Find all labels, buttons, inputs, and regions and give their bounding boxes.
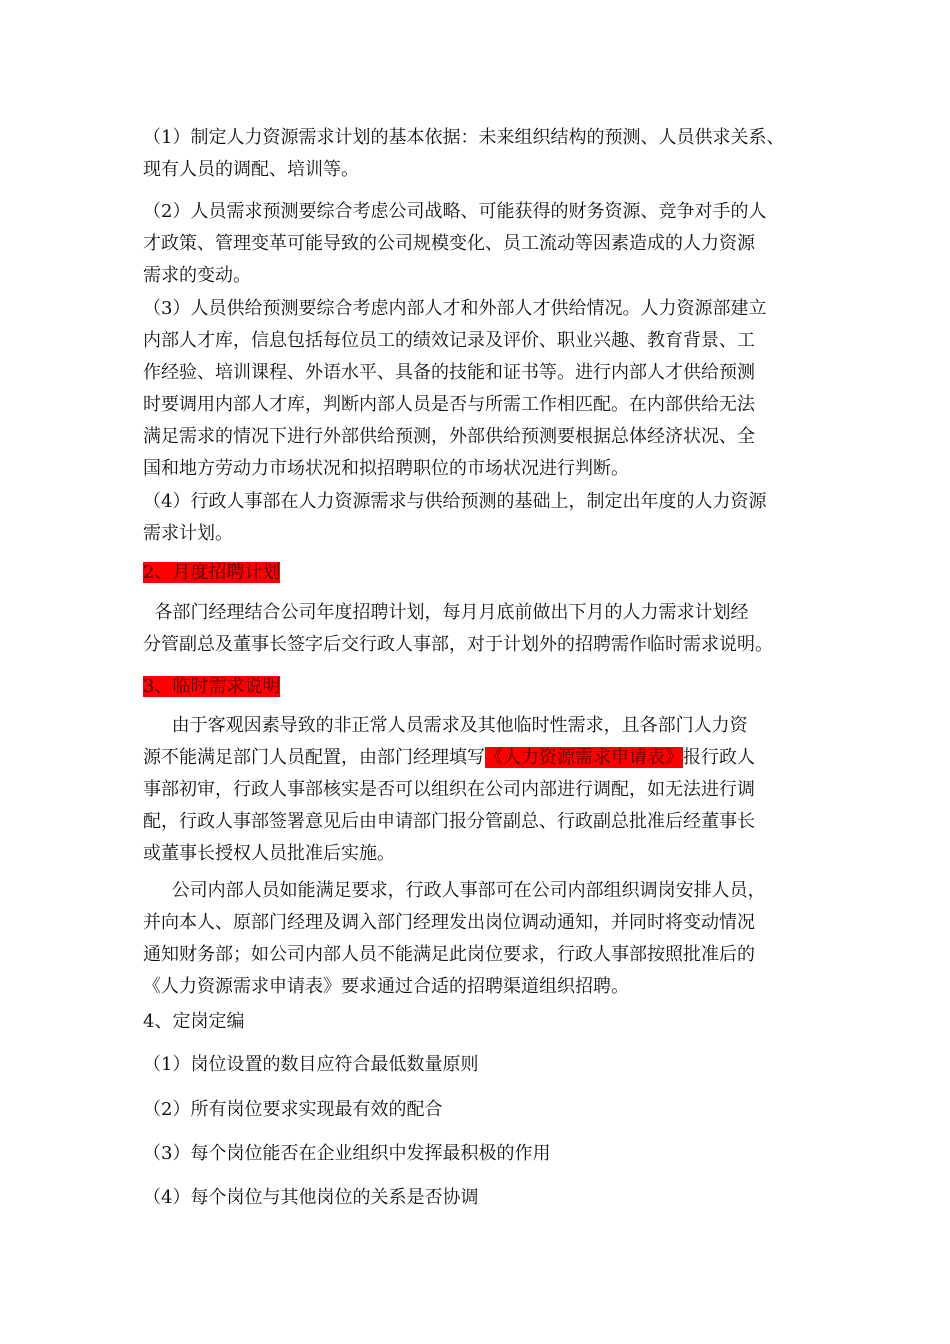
section-heading-temporary bbox=[143, 671, 833, 703]
text-line: 并向本人、原部门经理及调入部门经理发出岗位调动通知，并同时将变动情况 bbox=[143, 912, 755, 933]
text-line: 国和地方劳动力市场状况和拟招聘职位的市场状况进行判断。 bbox=[143, 458, 629, 479]
paragraph-temporary-demand bbox=[143, 710, 833, 870]
section-heading-monthly bbox=[143, 557, 833, 589]
text-line: （4）行政人事部在人力资源需求与供给预测的基础上，制定出年度的人力资源 bbox=[143, 491, 767, 512]
text-line: 由于客观因素导致的非正常人员需求及其他临时性需求，且各部门人力资 bbox=[143, 715, 748, 736]
text-line: 内部人才库，信息包括每位员工的绩效记录及评价、职业兴趣、教育背景、工 bbox=[143, 330, 755, 351]
list-item-text: （3）每个岗位能否在企业组织中发挥最积极的作用 bbox=[143, 1143, 551, 1164]
text-line: 《人力资源需求申请表》要求通过合适的招聘渠道组织招聘。 bbox=[143, 976, 629, 997]
text-line: 事部初审，行政人事部核实是否可以组织在公司内部进行调配，如无法进行调 bbox=[143, 779, 755, 800]
list-item-text: （4）每个岗位与其他岗位的关系是否协调 bbox=[143, 1187, 479, 1208]
text-line: 需求计划。 bbox=[143, 523, 233, 544]
text-line: 作经验、培训课程、外语水平、具备的技能和证书等。进行内部人才供给预测 bbox=[143, 362, 755, 383]
text-line: 才政策、管理变革可能导致的公司规模变化、员工流动等因素造成的人力资源 bbox=[143, 233, 755, 254]
text-line: 满足需求的情况下进行外部供给预测，外部供给预测要根据总体经济状况、全 bbox=[143, 426, 755, 447]
text-segment: 报行政人 bbox=[683, 747, 755, 768]
text-line: 公司内部人员如能满足要求，行政人事部可在公司内部组织调岗安排人员， bbox=[143, 880, 766, 901]
text-line: 现有人员的调配、培训等。 bbox=[143, 159, 359, 180]
section-heading-positions bbox=[143, 1006, 833, 1038]
text-line: 时要调用内部人才库，判断内部人员是否与所需工作相匹配。在内部供给无法 bbox=[143, 394, 755, 415]
paragraph-supply-forecast bbox=[143, 293, 833, 485]
list-item bbox=[143, 1138, 833, 1170]
list-item bbox=[143, 1094, 833, 1126]
heading-highlight: 2、月度招聘计划 bbox=[143, 562, 281, 583]
list-item-text: （1）岗位设置的数目应符合最低数量原则 bbox=[143, 1054, 479, 1075]
list-item bbox=[143, 1182, 833, 1214]
text-line: 配，行政人事部签署意见后由申请部门报分管副总、行政副总批准后经董事长 bbox=[143, 811, 755, 832]
list-item-text: （2）所有岗位要求实现最有效的配合 bbox=[143, 1099, 443, 1120]
heading-text: 4、定岗定编 bbox=[143, 1011, 245, 1032]
form-name-highlight: 《人力资源需求申请表》 bbox=[485, 747, 683, 768]
paragraph-annual-plan bbox=[143, 486, 833, 550]
text-segment: 源不能满足部门人员配置，由部门经理填写 bbox=[143, 747, 485, 768]
text-line: 需求的变动。 bbox=[143, 265, 251, 286]
text-line: （1）制定人力资源需求计划的基本依据：未来组织结构的预测、人员供求关系、 bbox=[143, 127, 785, 148]
text-line: （2）人员需求预测要综合考虑公司战略、可能获得的财务资源、竞争对手的人 bbox=[143, 201, 767, 222]
paragraph-basis bbox=[143, 122, 833, 186]
paragraph-demand-forecast bbox=[143, 196, 833, 292]
paragraph-monthly-plan bbox=[143, 597, 833, 661]
paragraph-internal-transfer bbox=[143, 875, 833, 1003]
heading-highlight: 3、临时需求说明 bbox=[143, 676, 281, 697]
text-line: 通知财务部；如公司内部人员不能满足此岗位要求，行政人事部按照批准后的 bbox=[143, 944, 755, 965]
text-line: 分管副总及董事长签字后交行政人事部，对于计划外的招聘需作临时需求说明。 bbox=[143, 634, 773, 655]
list-item bbox=[143, 1049, 833, 1081]
text-line bbox=[143, 742, 833, 774]
text-line: 或董事长授权人员批准后实施。 bbox=[143, 843, 395, 864]
text-line: 各部门经理结合公司年度招聘计划，每月月底前做出下月的人力需求计划经 bbox=[143, 602, 749, 623]
text-line: （3）人员供给预测要综合考虑内部人才和外部人才供给情况。人力资源部建立 bbox=[143, 298, 767, 319]
